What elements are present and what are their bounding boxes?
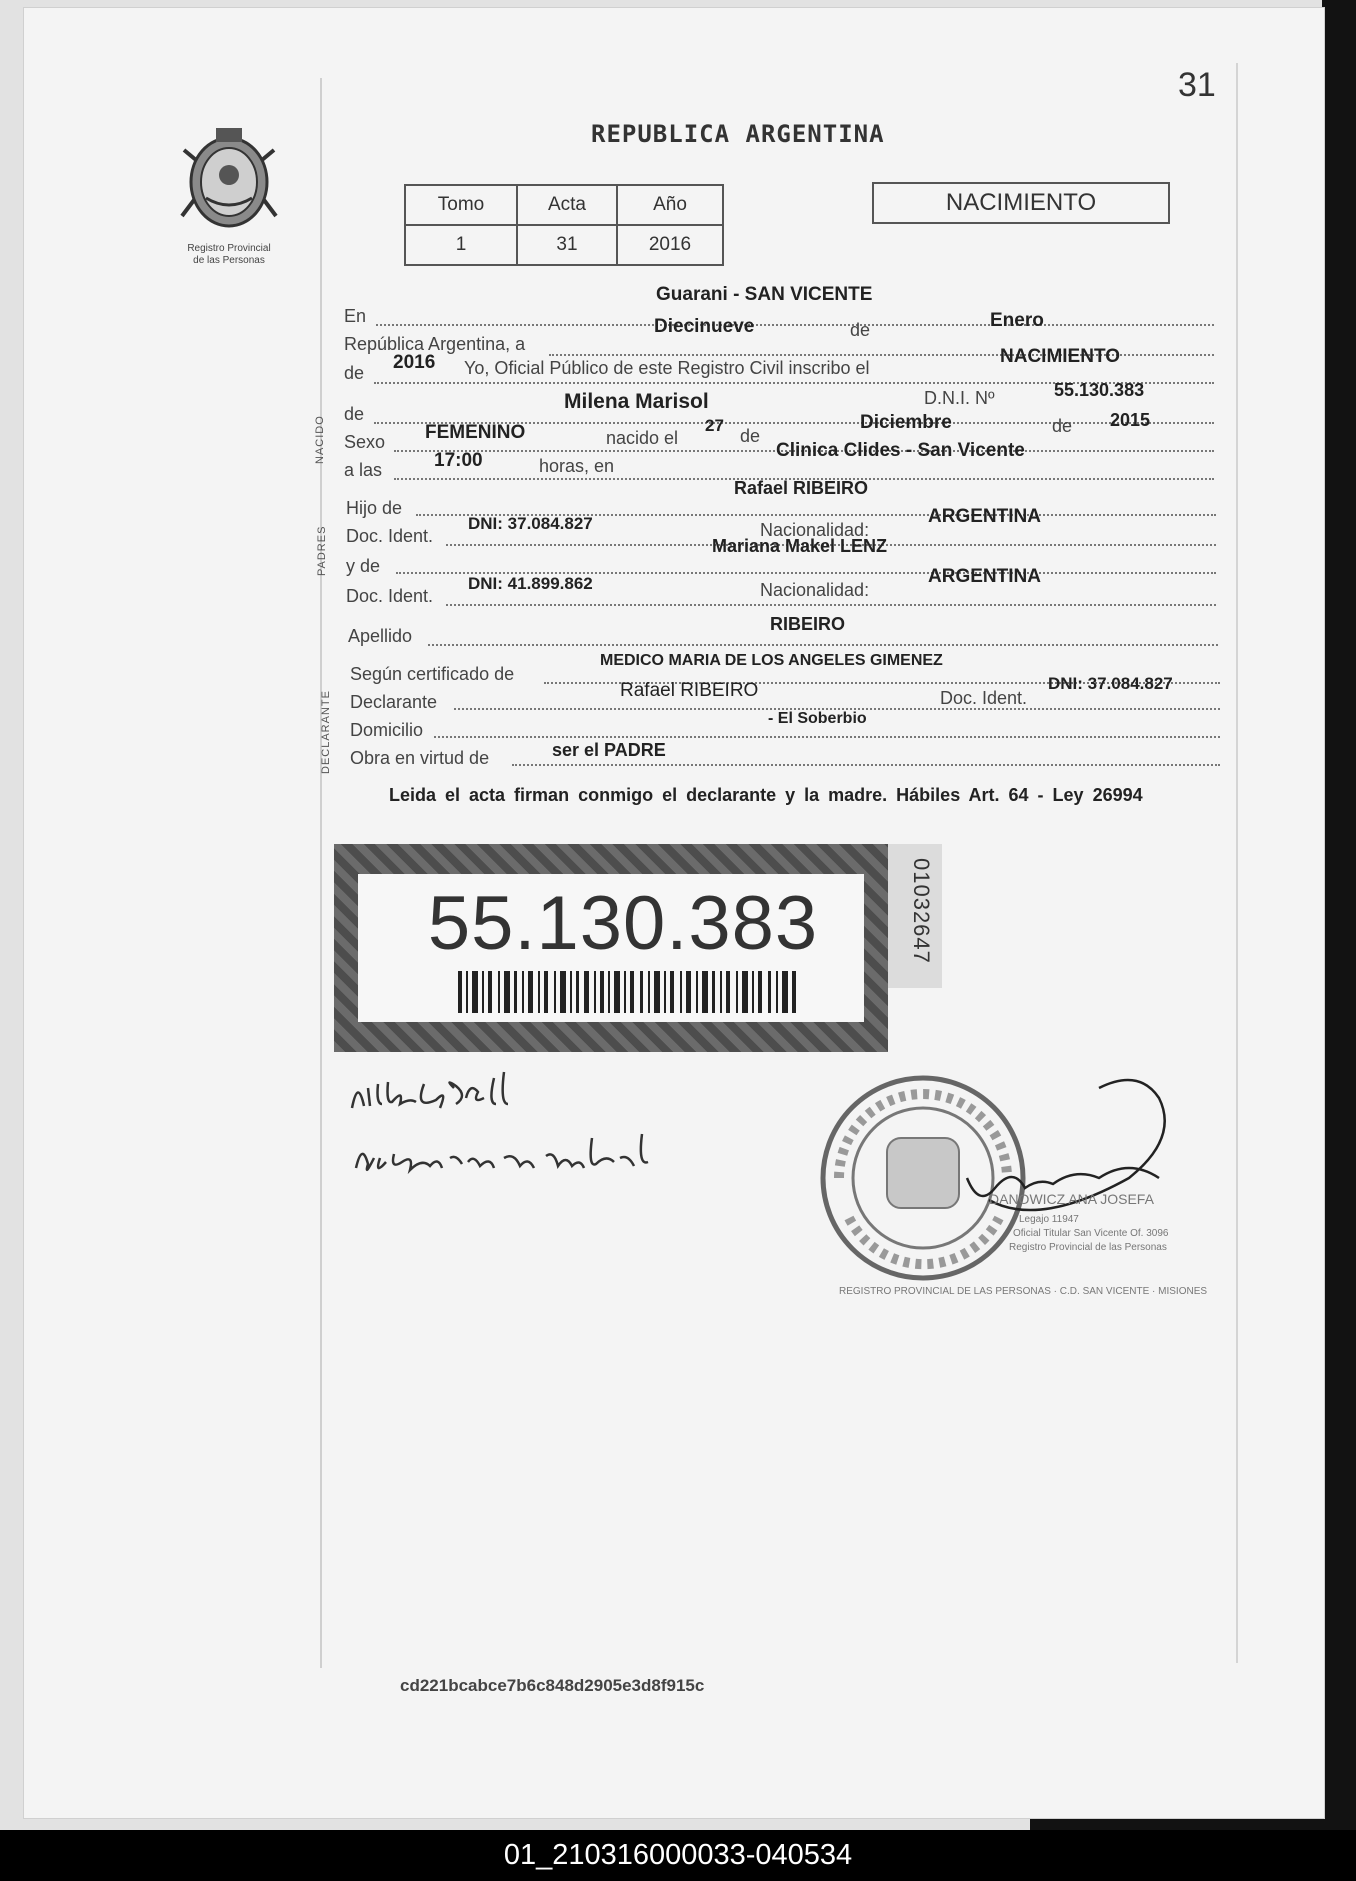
sticker-serial: 01032647	[909, 858, 934, 964]
document-hash: cd221bcabce7b6c848d2905e3d8f915c	[400, 1676, 705, 1695]
emblem-label-1: Registro Provincial	[187, 243, 271, 254]
scan-caption: 01_210316000033-040534	[0, 1830, 1356, 1881]
field-capacity: ser el PADRE	[552, 740, 666, 760]
label-de-birth-year: de	[1052, 416, 1073, 436]
label-de: de	[850, 320, 871, 340]
registry-table	[404, 184, 724, 266]
label-declarante: Declarante	[350, 692, 438, 712]
seal-official-line3: Oficial Titular San Vicente Of. 3096	[1013, 1228, 1169, 1239]
field-birth-place: Clinica Clides - San Vicente	[776, 440, 1025, 461]
dotted-line	[434, 736, 1220, 738]
section-label-padres: PADRES	[316, 525, 328, 576]
page-number: 31	[1178, 66, 1216, 104]
label-en: En	[344, 306, 367, 326]
dotted-line	[428, 644, 1218, 646]
field-birth-day: 27	[705, 416, 724, 435]
label-de-year: de	[344, 363, 365, 383]
header-acta: Acta	[517, 185, 617, 225]
label-nacionalidad-2: Nacionalidad:	[760, 580, 870, 600]
label-a-las: a las	[344, 460, 383, 480]
field-time: 17:00	[434, 450, 483, 471]
label-sexo: Sexo	[344, 432, 386, 452]
field-birth-year: 2015	[1110, 410, 1151, 430]
margin-rule	[320, 78, 322, 1668]
label-republica: República Argentina, a	[344, 334, 526, 354]
birth-certificate-page	[24, 8, 1324, 1818]
label-nacido-el: nacido el	[606, 428, 679, 448]
label-segun-certificado: Según certificado de	[350, 664, 515, 684]
header-tomo: Tomo	[405, 185, 517, 225]
field-place: Guarani - SAN VICENTE	[656, 284, 873, 305]
header-ano: Año	[617, 185, 723, 225]
seal-official-line2: Legajo 11947	[1019, 1214, 1079, 1225]
official-seal-stamp	[799, 1028, 1229, 1318]
emblem	[174, 120, 284, 270]
field-declarant: Rafael RIBEIRO	[620, 680, 759, 701]
label-yo-oficial: Yo, Oficial Público de este Registro Civil inscribo el	[464, 358, 870, 378]
field-month: Enero	[990, 310, 1044, 331]
label-doc-ident-2: Doc. Ident.	[346, 586, 434, 606]
section-label-nacido: NACIDO	[314, 415, 326, 464]
field-sex: FEMENINO	[425, 422, 526, 443]
seal-official-name: DANOWICZ ANA JOSEFA	[989, 1191, 1154, 1207]
seal-ring-text: REGISTRO PROVINCIAL DE LAS PERSONAS · C.D. SAN VICENTE · MISIONES	[839, 1286, 1208, 1297]
label-de-name: de	[344, 404, 365, 424]
field-mother: Mariana Makel LENZ	[712, 536, 888, 556]
emblem-label-2: de las Personas	[193, 255, 265, 266]
field-father-doc: DNI: 37.084.827	[468, 514, 593, 533]
id-sticker	[334, 844, 888, 1052]
field-declarant-doc: DNI: 37.084.827	[1048, 674, 1173, 693]
right-rule	[1236, 63, 1238, 1663]
field-act: NACIMIENTO	[1000, 346, 1120, 367]
field-name: Milena Marisol	[564, 390, 709, 413]
field-father: Rafael RIBEIRO	[734, 478, 869, 498]
handwritten-signatures	[344, 1058, 714, 1198]
label-de-month: de	[740, 426, 761, 446]
coat-of-arms-icon	[174, 120, 284, 238]
label-horas-en: horas, en	[539, 456, 615, 476]
label-dni: D.N.I. Nº	[924, 388, 995, 408]
legal-text: Leida el acta firman conmigo el declarante y la madre. Hábiles Art. 64 - Ley 26994	[389, 785, 1143, 805]
document-title: REPUBLICA ARGENTINA	[591, 120, 885, 148]
field-father-nationality: ARGENTINA	[928, 506, 1041, 527]
field-mother-nationality: ARGENTINA	[928, 566, 1041, 587]
value-ano: 2016	[617, 225, 723, 265]
field-year: 2016	[393, 352, 436, 373]
barcode-icon	[458, 971, 798, 1013]
value-acta: 31	[517, 225, 617, 265]
section-label-declarante: DECLARANTE	[320, 690, 332, 774]
scan-edge-right	[1322, 0, 1356, 1830]
label-domicilio: Domicilio	[350, 720, 424, 740]
field-dni: 55.130.383	[1054, 380, 1145, 400]
label-apellido: Apellido	[348, 626, 413, 646]
sticker-number: 55.130.383	[427, 881, 819, 966]
label-obra-en-virtud: Obra en virtud de	[350, 748, 490, 768]
field-surname: RIBEIRO	[770, 614, 846, 634]
label-y-de: y de	[346, 556, 381, 576]
field-day: Diecinueve	[654, 316, 755, 337]
label-hijo-de: Hijo de	[346, 498, 403, 518]
label-doc-ident-declarant: Doc. Ident.	[940, 688, 1028, 708]
record-type-box: NACIMIENTO	[872, 182, 1170, 224]
field-certificate: MEDICO MARIA DE LOS ANGELES GIMENEZ	[600, 652, 943, 669]
sticker-label	[358, 874, 864, 1022]
field-address: - El Soberbio	[768, 710, 867, 727]
field-birth-month: Diciembre	[860, 412, 952, 433]
dotted-line	[512, 764, 1220, 766]
seal-official-line4: Registro Provincial de las Personas	[1009, 1242, 1167, 1253]
dotted-line	[376, 324, 1214, 326]
dotted-line	[446, 604, 1216, 606]
value-tomo: 1	[405, 225, 517, 265]
label-doc-ident-1: Doc. Ident.	[346, 526, 434, 546]
label-nacionalidad-1: Nacionalidad:	[760, 520, 870, 540]
field-mother-doc: DNI: 41.899.862	[468, 574, 593, 593]
